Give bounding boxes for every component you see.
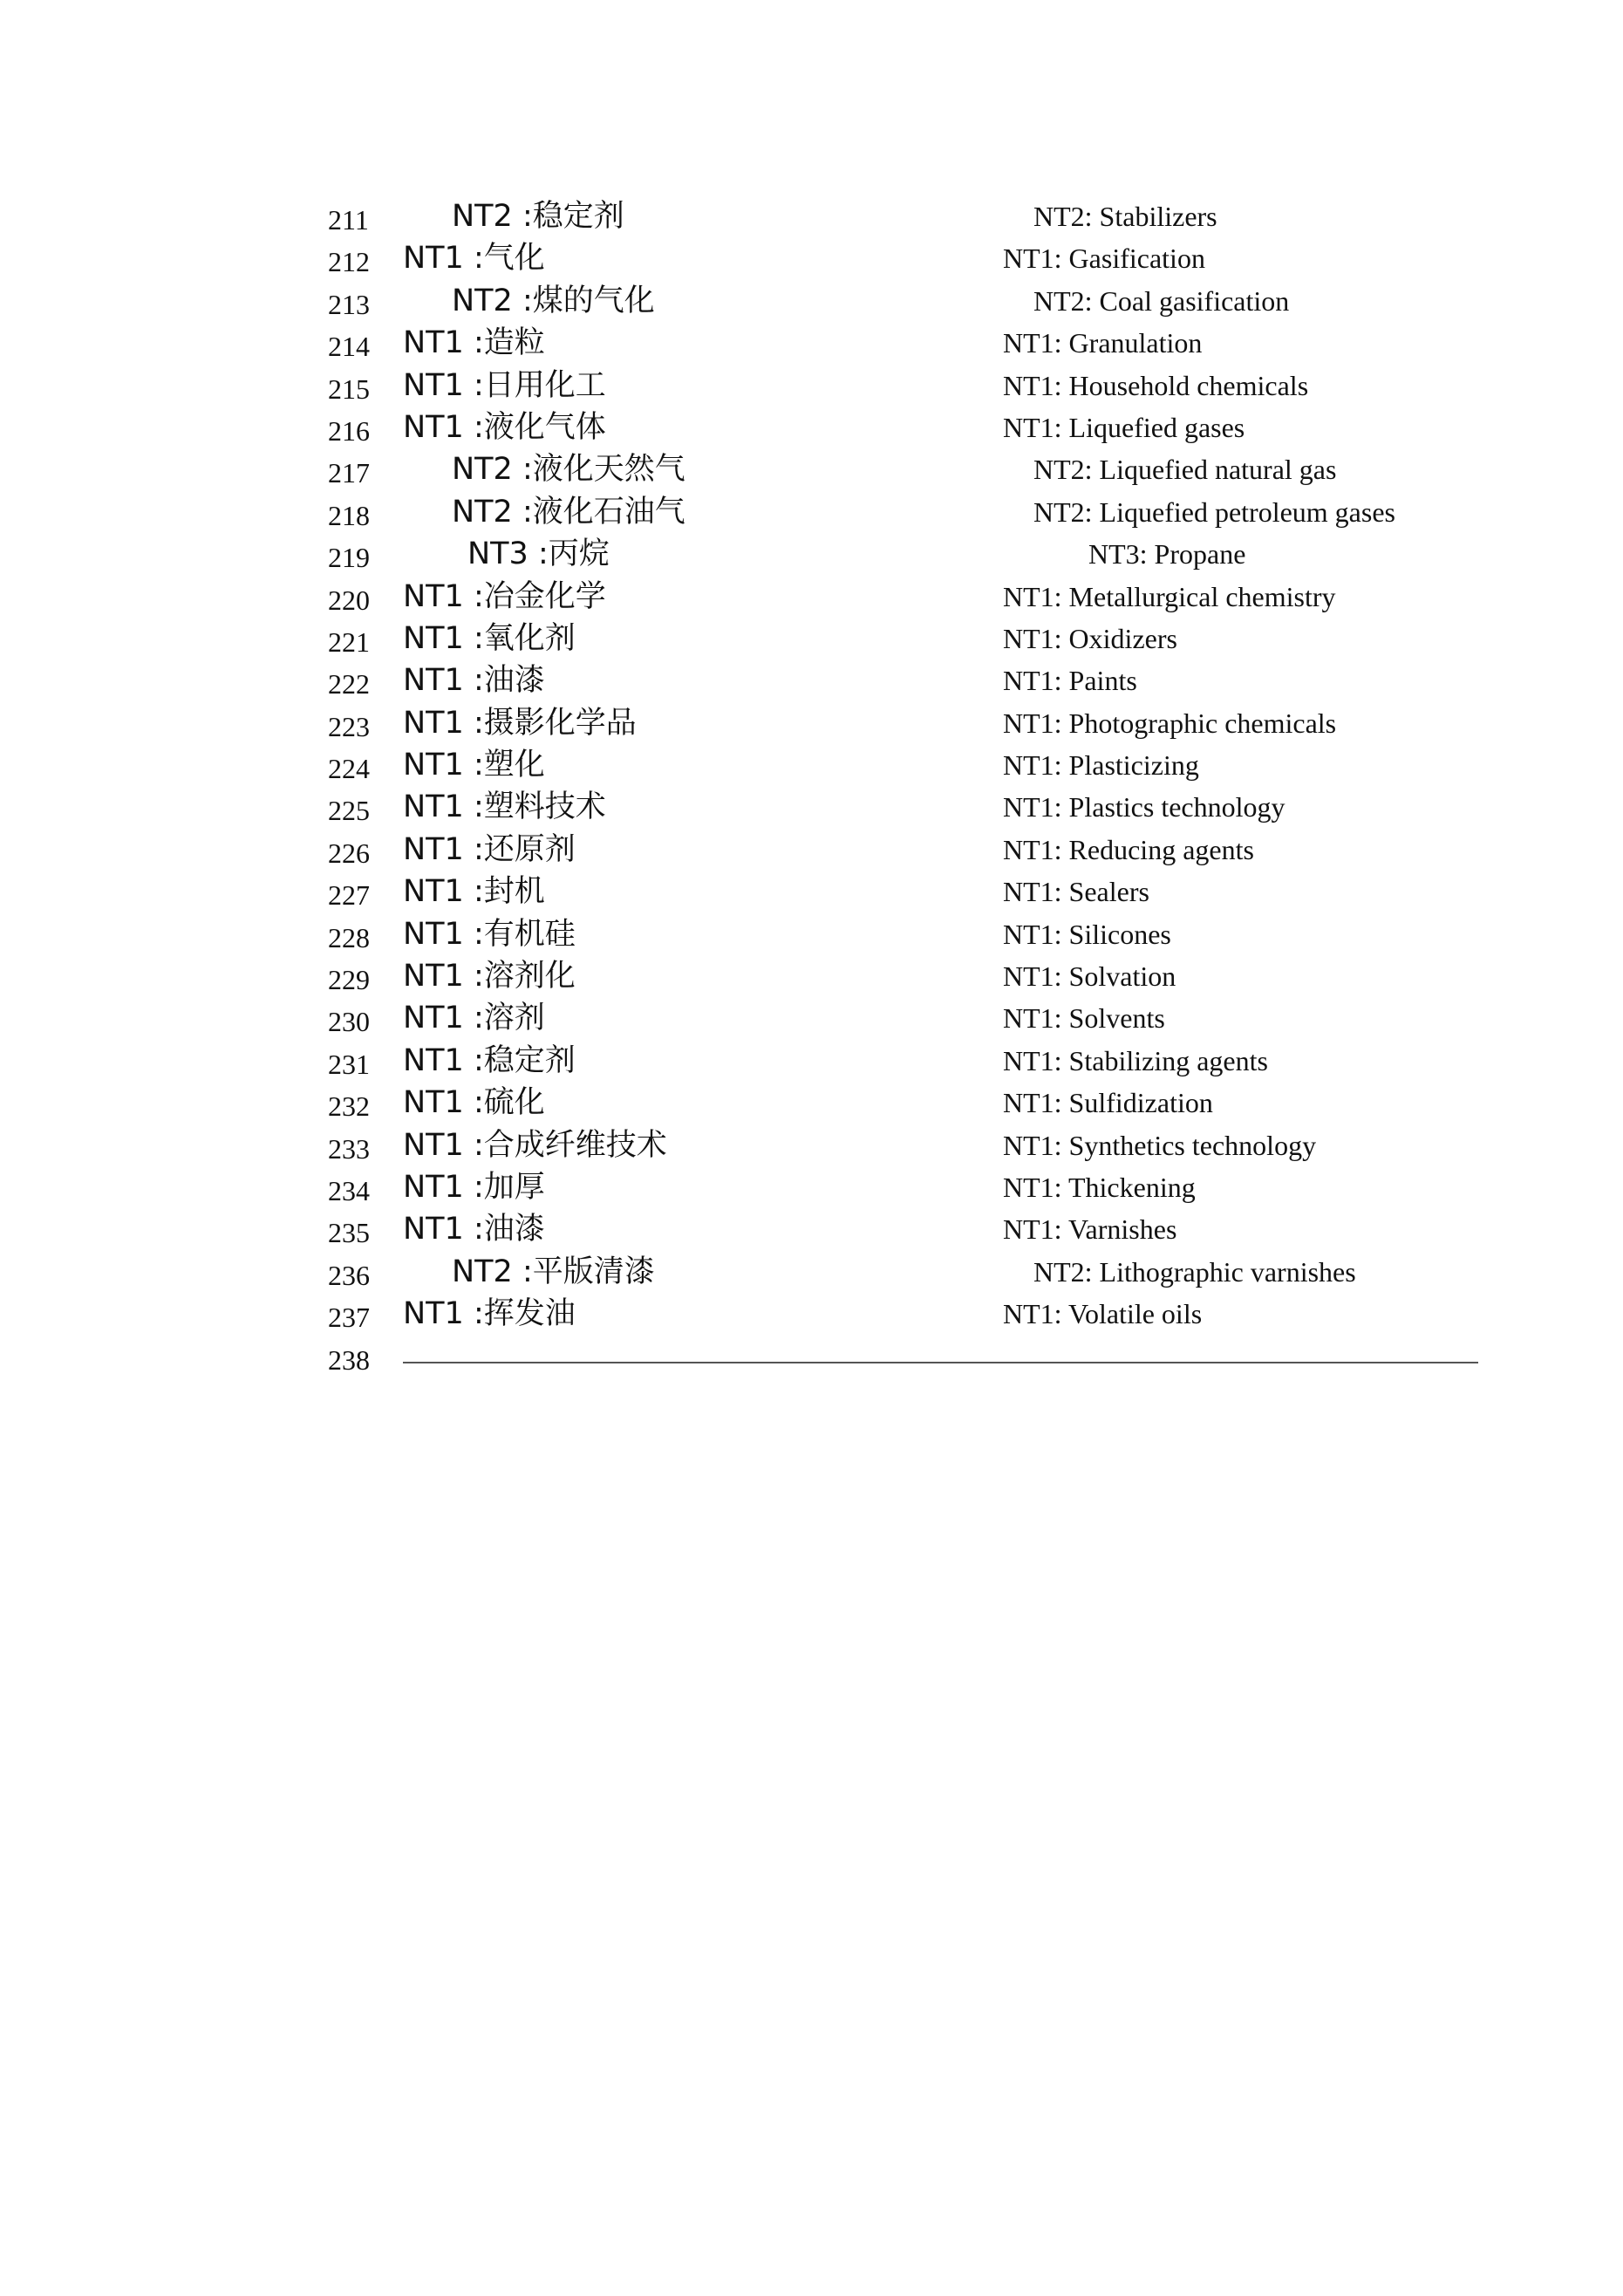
line-number: 232 — [328, 1090, 370, 1123]
chinese-term: NT1 :溶剂化 — [403, 959, 576, 994]
english-term: NT1: Plasticizing — [1003, 749, 1199, 782]
english-term: NT2: Liquefied petroleum gases — [1033, 495, 1395, 528]
entry-row — [0, 365, 1623, 407]
entry-row — [0, 786, 1623, 828]
line-number: 231 — [328, 1048, 370, 1080]
chinese-term: NT1 :封机 — [403, 874, 545, 910]
chinese-term: NT2 :稳定剂 — [452, 199, 624, 234]
entry-row — [0, 829, 1623, 871]
chinese-term: NT3 :丙烷 — [467, 536, 610, 572]
entry-row — [0, 702, 1623, 744]
line-number: 236 — [328, 1259, 370, 1291]
line-number: 229 — [328, 964, 370, 996]
entry-row — [0, 195, 1623, 237]
chinese-term: NT1 :硫化 — [403, 1085, 545, 1121]
chinese-term: NT1 :还原剂 — [403, 831, 576, 867]
chinese-term: NT1 :塑化 — [403, 748, 545, 783]
entry-row — [0, 407, 1623, 448]
english-term: NT1: Liquefied gases — [1003, 411, 1245, 443]
line-number: 224 — [328, 753, 370, 785]
entry-row — [0, 955, 1623, 997]
line-number: 218 — [328, 499, 370, 531]
chinese-term: NT1 :造粒 — [403, 325, 545, 361]
line-number: 213 — [328, 288, 370, 320]
entry-row — [0, 322, 1623, 364]
english-term: NT3: Propane — [1088, 538, 1246, 571]
line-number: 228 — [328, 921, 370, 953]
line-number: 230 — [328, 1006, 370, 1038]
english-term: NT1: Photographic chemicals — [1003, 707, 1337, 739]
english-term: NT1: Oxidizers — [1003, 622, 1177, 654]
line-number: 212 — [328, 246, 370, 278]
chinese-term: NT1 :合成纤维技术 — [403, 1127, 667, 1163]
chinese-term: NT1 :氧化剂 — [403, 620, 576, 656]
line-number: 217 — [328, 457, 370, 489]
entry-row — [0, 1040, 1623, 1082]
chinese-term: NT1 :油漆 — [403, 1212, 545, 1247]
line-number: 223 — [328, 710, 370, 742]
entry-row — [0, 576, 1623, 618]
entry-row — [0, 1251, 1623, 1293]
chinese-term: NT1 :冶金化学 — [403, 578, 606, 614]
entry-row — [0, 1166, 1623, 1208]
chinese-term: NT2 :煤的气化 — [452, 283, 655, 318]
english-term: NT1: Synthetics technology — [1003, 1129, 1317, 1161]
entry-row — [0, 533, 1623, 575]
entry-row — [0, 1293, 1623, 1335]
english-term: NT1: Metallurgical chemistry — [1003, 580, 1336, 612]
english-term: NT2: Coal gasification — [1033, 284, 1290, 317]
chinese-term: NT2 :液化石油气 — [452, 494, 685, 530]
chinese-term: NT1 :稳定剂 — [403, 1042, 576, 1078]
english-term: NT1: Household chemicals — [1003, 369, 1309, 401]
line-number: 216 — [328, 414, 370, 447]
chinese-term: NT1 :液化气体 — [403, 409, 606, 445]
line-number: 226 — [328, 837, 370, 869]
chinese-term: NT2 :平版清漆 — [452, 1254, 655, 1289]
chinese-term: NT1 :塑料技术 — [403, 789, 606, 825]
english-term: NT1: Paints — [1003, 665, 1137, 697]
line-number: 227 — [328, 879, 370, 912]
chinese-term: NT1 :日用化工 — [403, 367, 606, 403]
entry-row — [0, 1082, 1623, 1124]
line-number: 211 — [328, 204, 369, 236]
chinese-term: NT1 :油漆 — [403, 663, 545, 699]
line-number: 225 — [328, 795, 370, 827]
line-number: 219 — [328, 542, 370, 574]
english-term: NT1: Sulfidization — [1003, 1087, 1213, 1119]
entry-row — [0, 1208, 1623, 1250]
line-number: 235 — [328, 1217, 370, 1249]
english-term: NT1: Thickening — [1003, 1171, 1196, 1203]
entry-row — [0, 280, 1623, 322]
closing-row — [0, 1336, 1623, 1377]
english-term: NT1: Silicones — [1003, 918, 1171, 950]
line-number: 237 — [328, 1302, 370, 1334]
line-number: 233 — [328, 1132, 370, 1165]
entry-row — [0, 659, 1623, 701]
english-term: NT1: Plastics technology — [1003, 791, 1285, 823]
entry-row — [0, 618, 1623, 659]
chinese-term: NT1 :有机硅 — [403, 916, 576, 952]
chinese-term: NT2 :液化天然气 — [452, 452, 685, 488]
english-term: NT1: Reducing agents — [1003, 833, 1254, 865]
english-term: NT1: Solvation — [1003, 960, 1176, 993]
chinese-term: NT1 :摄影化学品 — [403, 705, 637, 741]
entry-row — [0, 913, 1623, 955]
english-term: NT1: Sealers — [1003, 876, 1149, 908]
english-term: NT1: Varnishes — [1003, 1213, 1177, 1246]
horizontal-rule — [403, 1362, 1478, 1363]
english-term: NT1: Gasification — [1003, 243, 1205, 275]
entry-row — [0, 744, 1623, 786]
line-number: 221 — [328, 625, 370, 658]
entry-row — [0, 1124, 1623, 1166]
line-number: 215 — [328, 372, 370, 405]
entry-row — [0, 871, 1623, 912]
chinese-term: NT1 :挥发油 — [403, 1296, 576, 1332]
english-term: NT2: Lithographic varnishes — [1033, 1255, 1356, 1288]
thesaurus-entry-list — [0, 195, 1623, 1377]
entry-row — [0, 491, 1623, 533]
line-number: 214 — [328, 331, 370, 363]
line-number: 234 — [328, 1174, 370, 1206]
entry-row — [0, 448, 1623, 490]
english-term: NT1: Solvents — [1003, 1002, 1165, 1035]
line-number: 220 — [328, 584, 370, 616]
english-term: NT1: Volatile oils — [1003, 1298, 1203, 1330]
entry-row — [0, 997, 1623, 1039]
english-term: NT2: Liquefied natural gas — [1033, 454, 1337, 486]
english-term: NT2: Stabilizers — [1033, 201, 1217, 232]
chinese-term: NT1 :加厚 — [403, 1169, 545, 1205]
english-term: NT1: Granulation — [1003, 327, 1203, 359]
english-term: NT1: Stabilizing agents — [1003, 1044, 1268, 1076]
line-number: 238 — [328, 1343, 370, 1376]
entry-row — [0, 237, 1623, 279]
line-number: 222 — [328, 668, 370, 700]
chinese-term: NT1 :气化 — [403, 241, 545, 277]
chinese-term: NT1 :溶剂 — [403, 1001, 545, 1036]
